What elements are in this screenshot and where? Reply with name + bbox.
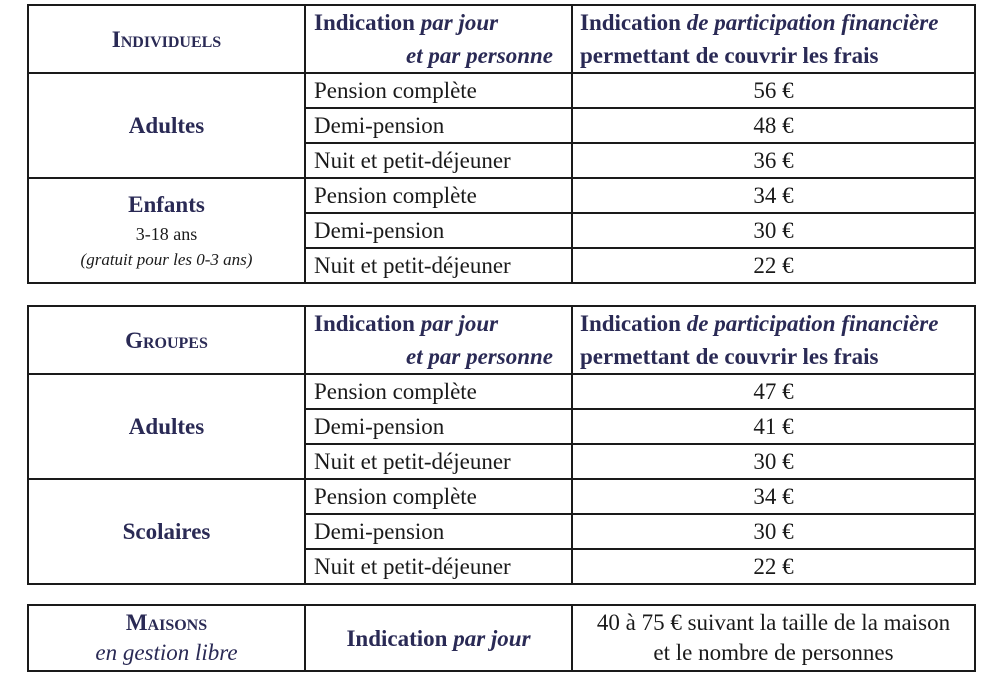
price-value: 22 € <box>753 253 794 278</box>
price-value: 30 € <box>753 449 794 474</box>
category-enfants <box>28 178 305 283</box>
header-per-day-italic: par jour <box>453 625 531 651</box>
header-participation-line2: permettant de couvrir les frais <box>580 43 879 68</box>
category-adultes: Adultes <box>28 374 305 479</box>
table-title: Maisons <box>125 610 208 635</box>
price-cell <box>572 479 975 514</box>
category-enfants-age: 3-18 ans <box>135 224 198 244</box>
option-label: Demi-pension <box>305 108 572 143</box>
price-cell <box>572 213 975 248</box>
price-cell <box>572 444 975 479</box>
header-per-day <box>305 306 572 374</box>
option-label: Demi-pension <box>305 213 572 248</box>
table-title: Groupes <box>28 306 305 374</box>
price-cell <box>572 248 975 283</box>
price-value: 34 € <box>753 484 794 509</box>
table-row <box>28 73 975 108</box>
table-row <box>28 374 975 409</box>
price-value: 30 € <box>753 519 794 544</box>
price-cell <box>572 549 975 584</box>
header-per-day-italic: par jour <box>420 10 499 35</box>
maisons-price-line2: et le nombre de personnes <box>653 640 894 665</box>
maisons-price-line1: 40 à 75 € suivant la taille de la maison <box>596 610 951 635</box>
table-row <box>28 479 975 514</box>
header-participation-line2: permettant de couvrir les frais <box>580 344 879 369</box>
price-value: 48 € <box>753 113 794 138</box>
header-per-person-italic: et par personne <box>406 344 553 369</box>
price-value: 30 € <box>753 218 794 243</box>
header-per-day <box>305 5 572 73</box>
price-cell <box>572 178 975 213</box>
option-label: Pension complète <box>305 178 572 213</box>
price-value: 22 € <box>753 554 794 579</box>
header-participation <box>572 5 975 73</box>
header-per-day <box>305 605 572 671</box>
option-label: Nuit et petit-déjeuner <box>305 549 572 584</box>
header-per-day-bold: Indication <box>314 10 415 35</box>
table-header-row <box>28 5 975 73</box>
price-cell <box>572 73 975 108</box>
header-per-person-italic: et par personne <box>406 43 553 68</box>
option-label: Pension complète <box>305 374 572 409</box>
table-header-row <box>28 306 975 374</box>
option-label: Demi-pension <box>305 409 572 444</box>
header-per-day-italic: par jour <box>420 311 499 336</box>
maisons-title-cell <box>28 605 305 671</box>
header-participation-bold: Indication <box>580 311 681 336</box>
price-cell <box>572 374 975 409</box>
header-participation-italic: de participation financière <box>686 10 939 35</box>
option-label: Pension complète <box>305 479 572 514</box>
maisons-table <box>27 604 976 672</box>
option-label: Nuit et petit-déjeuner <box>305 444 572 479</box>
price-value: 56 € <box>753 78 794 103</box>
header-per-person <box>314 39 571 72</box>
table-row <box>28 605 975 671</box>
header-participation-bold: Indication <box>580 10 681 35</box>
price-cell <box>572 108 975 143</box>
table-title: Individuels <box>28 5 305 73</box>
option-label: Demi-pension <box>305 514 572 549</box>
price-value: 36 € <box>753 148 794 173</box>
price-value: 34 € <box>753 183 794 208</box>
header-per-day-bold: Indication <box>314 311 415 336</box>
option-label: Nuit et petit-déjeuner <box>305 143 572 178</box>
maisons-subtitle: en gestion libre <box>95 640 238 665</box>
price-value: 41 € <box>753 414 794 439</box>
category-adultes: Adultes <box>28 73 305 178</box>
maisons-price-cell <box>572 605 975 671</box>
category-enfants-label: Enfants <box>128 192 205 217</box>
price-cell <box>572 409 975 444</box>
header-participation-italic: de participation financière <box>686 311 939 336</box>
header-per-person <box>314 340 571 373</box>
category-scolaires: Scolaires <box>28 479 305 584</box>
option-label: Pension complète <box>305 73 572 108</box>
header-participation <box>572 306 975 374</box>
individuels-table <box>27 4 976 284</box>
groupes-table <box>27 305 976 585</box>
price-cell <box>572 143 975 178</box>
category-enfants-note: (gratuit pour les 0-3 ans) <box>80 250 253 269</box>
option-label: Nuit et petit-déjeuner <box>305 248 572 283</box>
header-per-day-bold: Indication <box>346 625 448 651</box>
price-value: 47 € <box>753 379 794 404</box>
table-row <box>28 178 975 213</box>
price-cell <box>572 514 975 549</box>
